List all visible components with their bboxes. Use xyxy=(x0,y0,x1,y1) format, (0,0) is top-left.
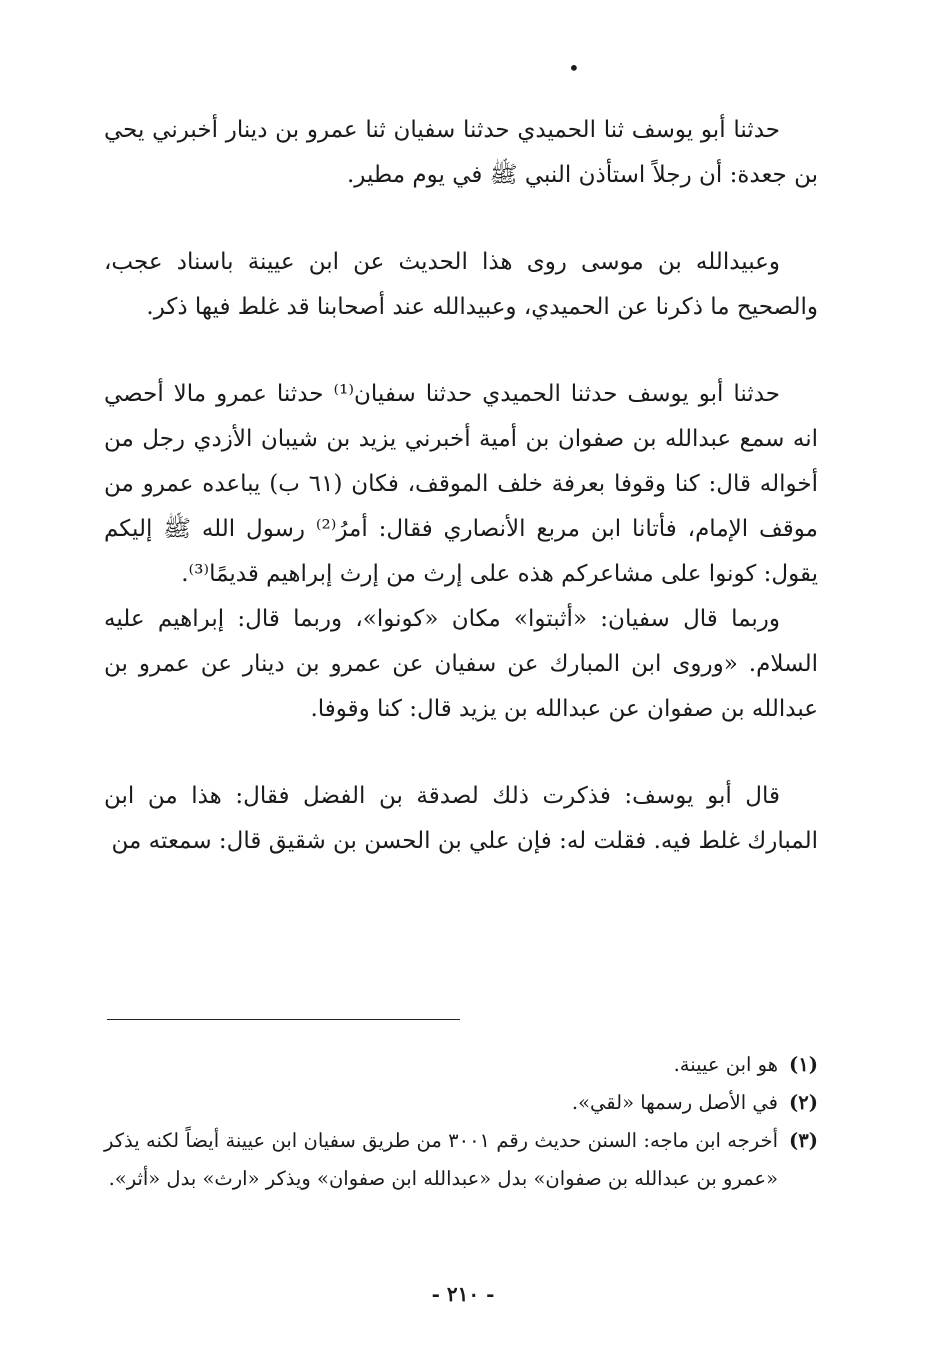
footnote-number: (٣) xyxy=(789,1129,818,1152)
paragraph-2: وعبيدالله بن موسى روى هذا الحديث عن ابن عيينة باسناد عجب، والصحيح ما ذكرنا عن الحميدي، وعبيدالله عند أصحابنا قد غلط فيها ذكر. xyxy=(104,249,818,320)
footnote-text: أخرجه ابن ماجه: السنن حديث رقم ٣٠٠١ من طريق سفيان ابن عيينة أيضاً لكنه يذكر «عمرو بن عبدالله بن صفوان» بدل «عبدالله ابن صفوان» ويذكر «ارث» بدل «أثر». xyxy=(104,1129,778,1190)
paragraph-3: حدثنا أبو يوسف حدثنا الحميدي حدثنا سفيان⁽¹⁾ حدثنا عمرو مالا أحصي انه سمع عبدالله بن صفوان بن أمية أخبرني يزيد بن شيبان الأزدي رجل من أخواله قال: كنا وقوفا بعرفة خلف الموقف، فكان (٦١ ب) يباعده عمرو من موقف الإمام، فأتانا ابن مربع الأنصاري فقال: أمرُ⁽²⁾ رسول الله ﷺ إليكم يقول: كونوا على مشاعركم هذه على إرث من إرث إبراهيم قديمًا⁽³⁾. xyxy=(104,381,819,587)
footnotes xyxy=(104,1046,818,1198)
footnote-number: (١) xyxy=(789,1053,818,1076)
footnote-divider xyxy=(107,1019,460,1020)
footnote-3 xyxy=(104,1122,818,1198)
page-number: - ٢١٠ - xyxy=(431,1282,495,1306)
main-text xyxy=(104,108,818,864)
footnote-number: (٢) xyxy=(789,1091,818,1114)
paragraph-5: قال أبو يوسف: فذكرت ذلك لصدقة بن الفضل فقال: هذا من ابن المبارك غلط فيه. فقلت له: فإن علي بن الحسن بن شقيق قال: سمعته من xyxy=(104,783,818,854)
footnote-text: هو ابن عيينة. xyxy=(673,1053,778,1076)
paragraph-4: وربما قال سفيان: «أثبتوا» مكان «كونوا»، وربما قال: إبراهيم عليه السلام. «وروى ابن المبارك عن سفيان عن عمرو بن دينار عن عمرو بن عبدالله بن صفوان عن عبدالله بن يزيد قال: كنا وقوفا. xyxy=(104,606,818,722)
footnote-2 xyxy=(104,1084,818,1122)
footnote-1 xyxy=(104,1046,818,1084)
top-dot-mark: • xyxy=(568,56,580,80)
paragraph-1: حدثنا أبو يوسف ثنا الحميدي حدثنا سفيان ثنا عمرو بن دينار أخبرني يحي بن جعدة: أن رجلاً استأذن النبي ﷺ في يوم مطير. xyxy=(104,117,818,188)
footnote-text: في الأصل رسمها «لقي». xyxy=(571,1091,778,1114)
